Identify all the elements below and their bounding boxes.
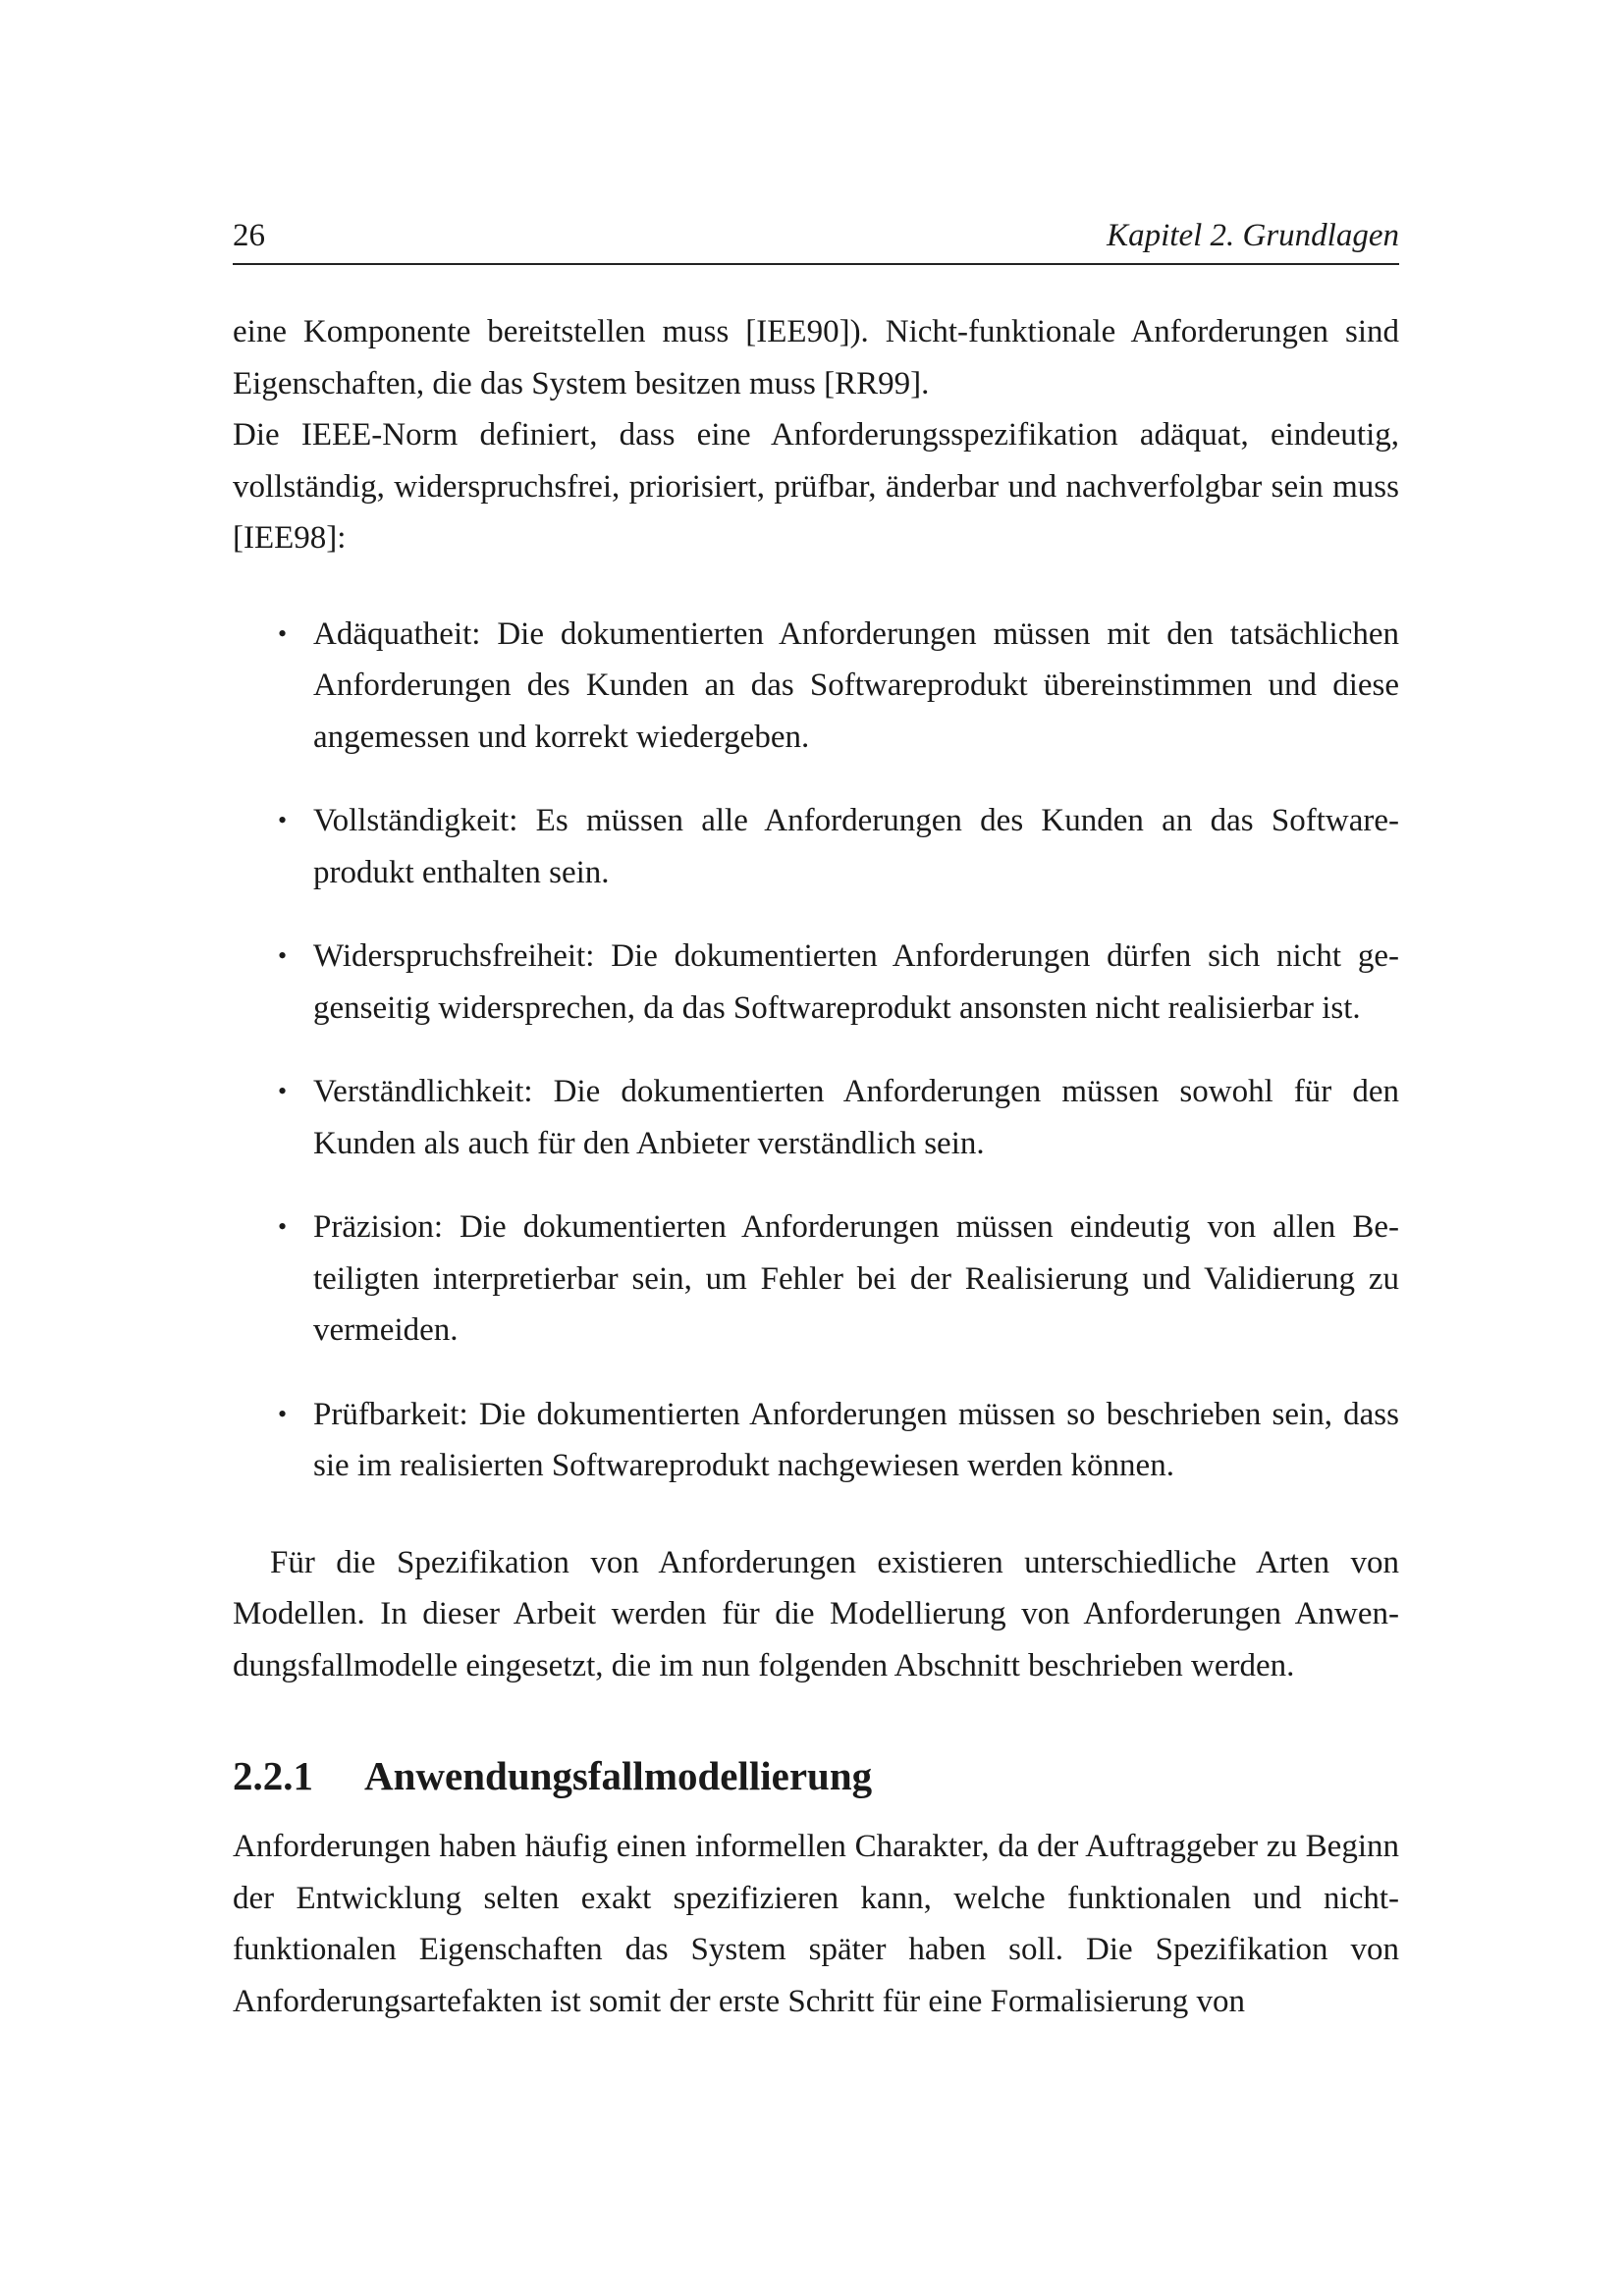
list-item-text: Verständlichkeit: Die dokumentierten Anforderungen müssen sowohl für den Kunden als auch für den Anbieter verständlich sein. bbox=[313, 1074, 1399, 1161]
list-item-text: Prüfbarkeit: Die dokumentierten Anforderungen müssen so beschrieben sein, dass sie im realisierten Softwareprodukt nachgewiesen werden können. bbox=[313, 1396, 1399, 1483]
bullet-icon: • bbox=[278, 941, 288, 970]
paragraph-intro-continuation: eine Komponente bereitstellen muss [IEE90]). Nicht-funktionale Anforderungen sind Eigenschaften, die das System besitzen muss [RR99]. bbox=[233, 314, 1399, 401]
list-item-text: Widerspruchsfreiheit: Die dokumentierten Anforderungen dürfen sich nicht gegenseitig widersprechen, da das Softwareprodukt ansonsten nicht realisierbar ist. bbox=[313, 938, 1399, 1026]
paragraph-ieee-norm: Die IEEE-Norm definiert, dass eine Anforderungsspezifikation adäquat, eindeutig, vollständig, widerspruchsfrei, priorisiert, prüfbar, änderbar und nachverfolgbar sein muss [IEE98]: bbox=[233, 417, 1399, 556]
list-item-text: Adäquatheit: Die dokumentierten Anforderungen müssen mit den tatsächlichen Anforderungen des Kunden an das Softwareprodukt übereinstimmen und diese angemessen und korrekt wiedergeben. bbox=[313, 615, 1399, 755]
section-number: 2.2.1 bbox=[233, 1753, 313, 1798]
chapter-title: Kapitel 2. Grundlagen bbox=[1107, 218, 1399, 253]
list-item bbox=[278, 931, 1399, 1034]
bullet-icon: • bbox=[278, 618, 288, 648]
main-text bbox=[233, 306, 1399, 2027]
list-item bbox=[278, 609, 1399, 764]
list-item-text: Präzision: Die dokumentierten Anforderungen müssen eindeutig von allen Beteiligten interpretierbar sein, um Fehler bei der Realisierung und Validierung zu vermeiden. bbox=[313, 1209, 1399, 1348]
section-title: Anwendungsfallmodellierung bbox=[364, 1753, 873, 1798]
bullet-icon: • bbox=[278, 1077, 288, 1105]
paragraph-section-body: Anforderungen haben häufig einen informellen Charakter, da der Auftraggeber zu Beginn der Entwicklung selten exakt spezifizieren kann, welche funktionalen und nicht-funktionalen Eigenschaften das System später haben soll. Die Spezifikation von Anforderungsartefakten ist somit der erste Schritt für eine Formalisierung von bbox=[233, 1829, 1399, 2019]
requirements-list bbox=[233, 609, 1399, 1492]
list-item bbox=[278, 795, 1399, 898]
page-number: 26 bbox=[233, 218, 265, 253]
bullet-icon: • bbox=[278, 1212, 288, 1241]
list-item bbox=[278, 1201, 1399, 1357]
running-header bbox=[233, 218, 1399, 265]
list-item-text: Vollständigkeit: Es müssen alle Anforderungen des Kunden an das Softwareprodukt enthalten sein. bbox=[313, 803, 1399, 890]
list-item bbox=[278, 1389, 1399, 1492]
section-heading bbox=[233, 1746, 1399, 1805]
paragraph-models: Für die Spezifikation von Anforderungen existieren unterschiedliche Arten von Modellen. In dieser Arbeit werden für die Modellierung von Anforderungen Anwendungsfallmodelle eingesetzt, die im nun folgenden Abschnitt beschrieben werden. bbox=[233, 1544, 1399, 1683]
list-item bbox=[278, 1066, 1399, 1169]
bullet-icon: • bbox=[278, 806, 288, 834]
bullet-icon: • bbox=[278, 1399, 288, 1428]
